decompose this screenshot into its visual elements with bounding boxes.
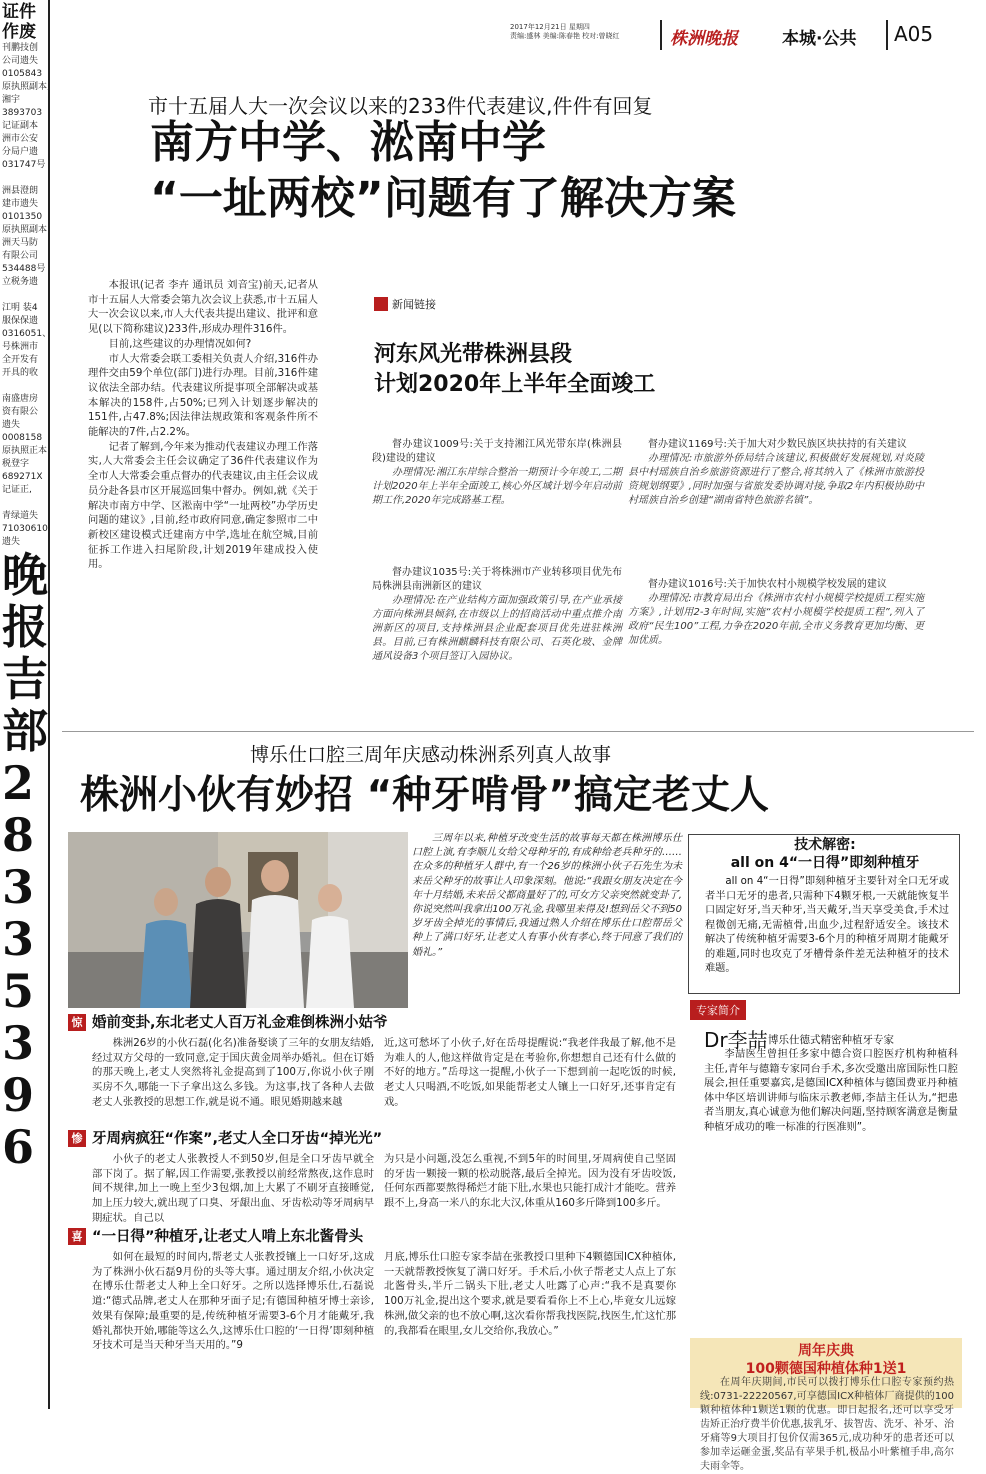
notice-line: 原执照副本 <box>2 225 48 235</box>
promo-body: 在周年庆期间,市民可以拨打博乐仕口腔专家预约热线:0731-22220567,可享德国ICX种植体厂商提供的100颗种植体种1颗送1颗的优惠。即日起报名,还可以享受牙齿矫正治疗费半价优惠,拔乳牙、拔智齿、洗牙、补牙、治牙痛等9大项目打包价仅需365元,成功种牙的患者还可以参加幸运砸金蛋,奖品有苹果手机,极品小叶紫檀手串,高尔夫雨伞等。 <box>700 1377 954 1472</box>
left-notice-strip <box>0 0 50 1409</box>
notice-line: 534488号 <box>2 264 46 274</box>
anniversary-promo <box>690 1338 962 1472</box>
notice-line: 资有限公 <box>2 407 39 417</box>
notice-line: 洲天马防 <box>2 238 39 248</box>
notice-line: 0008158 <box>2 433 43 443</box>
supervision-item <box>628 438 924 508</box>
section-column: 月底,博乐仕口腔专家李喆在张教授口里种下4颗德国ICX种植体,一天就帮教授恢复了满口好牙。手术后,小伙子帮老丈人点上了东北酱骨头,半斤二锅头下肚,老丈人吐露了心声:“我不是真要你100万礼金,提出这个要求,就是要看看你上不上心,毕竟女儿远嫁株洲,做父亲的也不放心啊,这次看你帮我找医院,找医生,忙这忙那的,我都看在眼里,女儿交给你,我放心。” <box>384 1251 676 1337</box>
promo-subtitle: 100颗德国种植体种1送1 <box>745 1361 907 1377</box>
vertical-ad-char: 吉 <box>2 652 48 706</box>
section-column: 株洲26岁的小伙石磊(化名)准备娶谈了三年的女朋友结婚,经过双方父母的一致同意,定于国庆黄金周举办婚礼。但在订婚的那天晚上,老丈人突然将礼金提高到了100万,你说小伙子刚买房不久,哪能一下子拿出这么多钱。为这事,找了各种人去做老丈人张教授的思想工作,就是说不通。眼见婚期越来越 <box>92 1037 374 1108</box>
item-title: 督办建议1169号:关于加大对少数民族区块扶持的有关建议 <box>648 439 907 450</box>
notice-line: 有限公司 <box>2 251 39 261</box>
group-photo <box>68 832 408 1008</box>
promo-title: 周年庆典 <box>798 1343 854 1359</box>
paragraph: 本报讯(记者 李卉 通讯员 刘音宝)前天,记者从市十五届人大常委会第九次会议上获悉,市十五届人大一次会议以来,市人大代表共提出建议、批评和意见(以下简称建议)233件,形成办理件316件。 <box>88 279 318 336</box>
notice-line: 记证正, <box>2 485 32 495</box>
vertical-ad-char: 2 <box>2 756 35 810</box>
vertical-ad-char: 8 <box>2 808 35 862</box>
item-title: 督办建议1035号:关于将株洲市产业转移项目优先布局株洲县南洲新区的建议 <box>372 567 622 592</box>
sidebar-headline: 河东风光带株洲县段 <box>374 342 573 367</box>
notice-line: 开具的收 <box>2 368 39 378</box>
tech-title: 技术解密: <box>794 837 856 853</box>
notice-line <box>0 497 48 510</box>
story1-headline: 南方中学、淞南中学 <box>150 117 546 168</box>
vertical-ad-char: 6 <box>2 1120 35 1174</box>
story1-kicker: 市十五届人大一次会议以来的233件代表建议,件件有回复 <box>148 94 653 118</box>
notice-line: 号株洲市 <box>2 342 39 352</box>
subhead-text: “一日得”种植牙,让老丈人啃上东北酱骨头 <box>92 1229 364 1245</box>
notice-line: 税登字 <box>2 459 30 469</box>
section-column: 小伙子的老丈人张教授人不到50岁,但是全口牙齿早就全部下岗了。据了解,因工作需要,张教授以前经常熬夜,这作息时间不规律,加上一晚上至少3包烟,加上大累了不刷牙直接睡觉,加上压力较大,就出现了口臭、牙龈出血、牙齿松动等牙周病早期症状。自己以 <box>92 1153 374 1224</box>
notice-line: 洲县澄朗 <box>2 186 39 196</box>
tech-explainer-box <box>688 834 960 994</box>
notice-heading: 证件作废 <box>2 2 36 42</box>
notice-line: 服保保遗 <box>2 316 39 326</box>
story2-headline: 株洲小伙有妙招 “种牙啃骨”搞定老丈人 <box>80 773 769 818</box>
section-tag: 惊 <box>68 1014 86 1031</box>
photo-illustration <box>68 832 408 1008</box>
paragraph: 目前,这些建议的办理情况如何? <box>108 337 252 350</box>
paragraph: 市人大常委会联工委相关负责人介绍,316件办理件交由59个单位(部门)进行办理。目前,316件建议依法全部办结。代表建议所提事项全部解决或基本解决的158件,占50%;已列入计划逐步解决的151件,占47.8%;因法律法规政策和客观条件所不能解决的7件,占2.2%。 <box>88 352 318 439</box>
subhead-text: 婚前变卦,东北老丈人百万礼金难倒株洲小姑爷 <box>92 1015 388 1031</box>
subhead-shock <box>68 1014 388 1032</box>
subhead-joy <box>68 1228 363 1246</box>
section-column: 近,这可愁坏了小伙子,好在岳母提醒说:“我老伴我最了解,他不是为难人的人,他这样做肯定是在考验你,你想想自己还有什么做的不好的地方。”岳母这一提醒,小伙子一下想到前一起吃饭的时候,老丈人只喝酒,不吃饭,如果能帮老丈人镶上一口好牙,还事肯定有戏。 <box>384 1037 676 1108</box>
notice-line: 公司遗失 <box>2 56 39 66</box>
story1-body <box>88 278 318 572</box>
section-tag: 喜 <box>68 1228 86 1245</box>
item-content: 办理情况:在产业结构方面加强政策引导,在产业承接方面向株洲县倾斜,在市级以上的招商活动中重点推介南洲新区的项目,支持株洲县企业配套项目优先进驻株洲县。目前,已有株洲麒麟科技有限公司、石英化玻、金牌通风设备3个项目签订入园协议。 <box>372 595 622 662</box>
section-column: 如何在最短的时间内,帮老丈人张教授镶上一口好牙,这成为了株洲小伙石磊9月份的头等大事。通过朋友介绍,小伙决定在博乐仕帮老丈人种上全口好牙。之所以选择博乐仕,石磊说道:“德式品牌,老丈人在那种牙面子足;有德国种植牙博士亲诊,效果有保障;最重要的是,传统种植牙需要3-6个月才能戴牙,我婚礼都快开始,哪能等这么久,这博乐仕口腔的‘一日得’即刻种植牙技术可是当天种牙当天用的。”9 <box>92 1251 374 1352</box>
issue-date: 2017年12月21日 星期四 <box>510 23 590 31</box>
supervision-item <box>372 566 622 664</box>
notice-line: 0316051、 <box>2 329 52 339</box>
section-divider <box>62 731 974 732</box>
vertical-ad-char: 3 <box>2 1016 35 1070</box>
notice-line: 0105843 <box>2 69 43 79</box>
notice-line: 分局户遗 <box>2 147 39 157</box>
item-content: 办理情况:市旅游外侨局结合该建议,积极做好发展规划,对炎陵县中村瑶族自治乡旅游资源进行了整合,将其纳入了《株洲市旅游投资规划纲要》,同时加强与省旅发委协调对接,争取2年内积极协助中村瑶族自治乡创建“湖南省特色旅游名镇”。 <box>628 453 924 506</box>
notice-line: 青绿道失 <box>2 511 39 521</box>
arrow-icon <box>374 297 388 311</box>
item-title: 督办建议1016号:关于加快农村小规模学校发展的建议 <box>648 579 887 590</box>
supervision-item <box>628 578 924 648</box>
vertical-ad-char: 晚 <box>2 548 48 602</box>
item-content: 办理情况:湘江东岸综合整治一期预计今年竣工,二期计划2020年上半年全面竣工,核心外区域计划今年启动前期工作,2020年完成路基工程。 <box>372 467 622 506</box>
page-header <box>510 18 970 52</box>
story2-kicker: 博乐仕口腔三周年庆感动株洲系列真人故事 <box>250 744 612 766</box>
expert-role: 博乐仕德式精密种植牙专家 <box>768 1034 894 1046</box>
paragraph: 记者了解到,今年来为推动代表建议办理工作落实,人大常委会主任会议确定了36件代表建议作为全市人大常委会重点督办的代表建议,由主任会议成员分赴各县市区开展巡回集中督办。例如,就《关于解决市南方中学、区淞南中学“一址两校”办学历史问题的建议》,目前,经市政府同意,确定参照市二中新校区建设模式迁建南方中学,选址在航空城,目前征拆工作进入扫尾阶段,计划2019年建成投入使用。 <box>88 440 318 571</box>
news-link-tag <box>374 296 436 312</box>
notice-line <box>0 172 48 185</box>
notice-line: 原执照副本, <box>2 82 50 92</box>
notice-line: 3893703 <box>2 108 43 118</box>
subhead-tragic <box>68 1130 382 1148</box>
header-divider <box>886 20 888 50</box>
notice-line: 031747号 <box>2 160 46 170</box>
expert-bio: 李喆医生曾担任多家中德合资口腔医疗机构种植科主任,青年与德籍专家同台手术,多次受邀出席国际性口腔展会,担任重要嘉宾,是德国ICX种植体与德国费亚丹种植体中华区培训讲师与临床示教老师,李喆主任认为,“把患者当朋友,真心诚意为他们解决问题,坚持顾客满意是衡量种植牙成功的唯一标准的行医准则”。 <box>704 1049 958 1133</box>
tech-subtitle: all on 4“一日得”即刻种植牙 <box>730 855 920 871</box>
notice-line: 记证副本 <box>2 121 39 131</box>
notice-lines <box>0 42 52 549</box>
paper-logo: 株洲晚报 <box>670 29 738 49</box>
section-name: 本城·公共 <box>782 29 857 49</box>
expert-name: Dr李喆 <box>704 1028 768 1052</box>
notice-line: 遗失 <box>2 420 21 430</box>
notice-line: 0101350 <box>2 212 43 222</box>
notice-line: 南盛唐房 <box>2 394 39 404</box>
section-tag: 惨 <box>68 1130 86 1147</box>
notice-line: 湘宇 <box>2 95 21 105</box>
section-column: 为只是小问题,没怎么重视,不到5年的时间里,牙周病使自己坚固的牙齿一颗接一颗的松动脱落,最后全掉光。因为没有牙齿咬饭,任何东西都要熬得稀烂才能下肚,水果也只能打成汁才能吃。营养跟不上,身高一米八的东北大汉,体重从160多斤降到100多斤。 <box>384 1153 676 1210</box>
expert-tag: 专家简介 <box>690 1000 746 1020</box>
vertical-ad-char: 5 <box>2 964 35 1018</box>
page-number: A05 <box>894 22 934 46</box>
vertical-ad-char: 部 <box>2 704 48 758</box>
vertical-ad-char: 3 <box>2 912 35 966</box>
tech-body: all on 4“一日得”即刻种植牙主要针对全口无牙或者半口无牙的患者,只需种下4颗牙根,一天就能恢复半口固定好牙,当天种牙,当天戴牙,当天享受美食,手术过程微创无痛,无需植骨,出血少,过程舒适安全。该技术解决了传统种植牙需要3-6个月的种植牙周期才能戴牙的难题,同时也攻克了牙槽骨条件差无法种植牙的技术难题。 <box>705 876 949 974</box>
notice-line: 立税务遗 <box>2 277 39 287</box>
notice-line: 建市遗失 <box>2 199 39 209</box>
notice-line <box>0 380 48 393</box>
item-title: 督办建议1009号:关于支持湘江风光带东岸(株洲县段)建设的建议 <box>372 439 622 464</box>
story1-headline: “一址两校”问题有了解决方案 <box>150 173 736 224</box>
sidebar-headline: 计划2020年上半年全面竣工 <box>374 372 656 397</box>
vertical-ad-char: 3 <box>2 860 35 914</box>
notice-line: 71030610 <box>2 524 48 534</box>
notice-line: 洲市公安 <box>2 134 39 144</box>
notice-line: 刊鹏技创 <box>2 43 39 53</box>
vertical-ad-char: 报 <box>2 600 48 654</box>
supervision-item <box>372 438 622 508</box>
subhead-text: 牙周病疯狂“作案”,老丈人全口牙齿“掉光光” <box>92 1131 383 1147</box>
editor-credits: 责编:盛林 美编:陈春艳 校对:曾晓红 <box>510 32 620 40</box>
notice-line <box>0 289 48 302</box>
notice-line: 遗失 <box>2 537 21 547</box>
notice-line: 原执照正本 <box>2 446 48 456</box>
notice-line: 江明 装4 <box>2 303 38 313</box>
header-divider <box>660 20 662 50</box>
news-link-label: 新闻链接 <box>392 298 436 311</box>
notice-line: 689271X <box>2 472 43 482</box>
notice-line: 全开发有 <box>2 355 39 365</box>
vertical-ad-char: 9 <box>2 1068 35 1122</box>
item-content: 办理情况:市教育局出台《株洲市农村小规模学校提质工程实施方案》,计划用2-3年时间,实施“农村小规模学校提质工程”,列入了政府“民生100”工程,力争在2020年前,全市义务教育更加均衡、更加优质。 <box>628 593 924 646</box>
vertical-ad-text <box>0 549 48 1173</box>
story2-intro-quote: 三周年以来,种植牙改变生活的故事每天都在株洲博乐仕口腔上演,有李顺儿女给父母种牙的,有成种给老兵种牙的……在众多的种植牙人群中,有一个26岁的株洲小伙子石先生为未来岳父种牙的故事让人印象深刻。他说:“我跟女朋友决定在今年十月结婚,未来岳父都商量好了的,可女方父亲突然就变卦了,你说突然叫我拿出100万礼金,我哪里来得及!想到岳父不到50岁牙齿全掉光的事情后,我通过熟人介绍在博乐仕口腔帮岳父种上了满口好牙,让老丈人有事小伙有孝心,终于同意了我们的婚礼。” <box>412 833 682 958</box>
